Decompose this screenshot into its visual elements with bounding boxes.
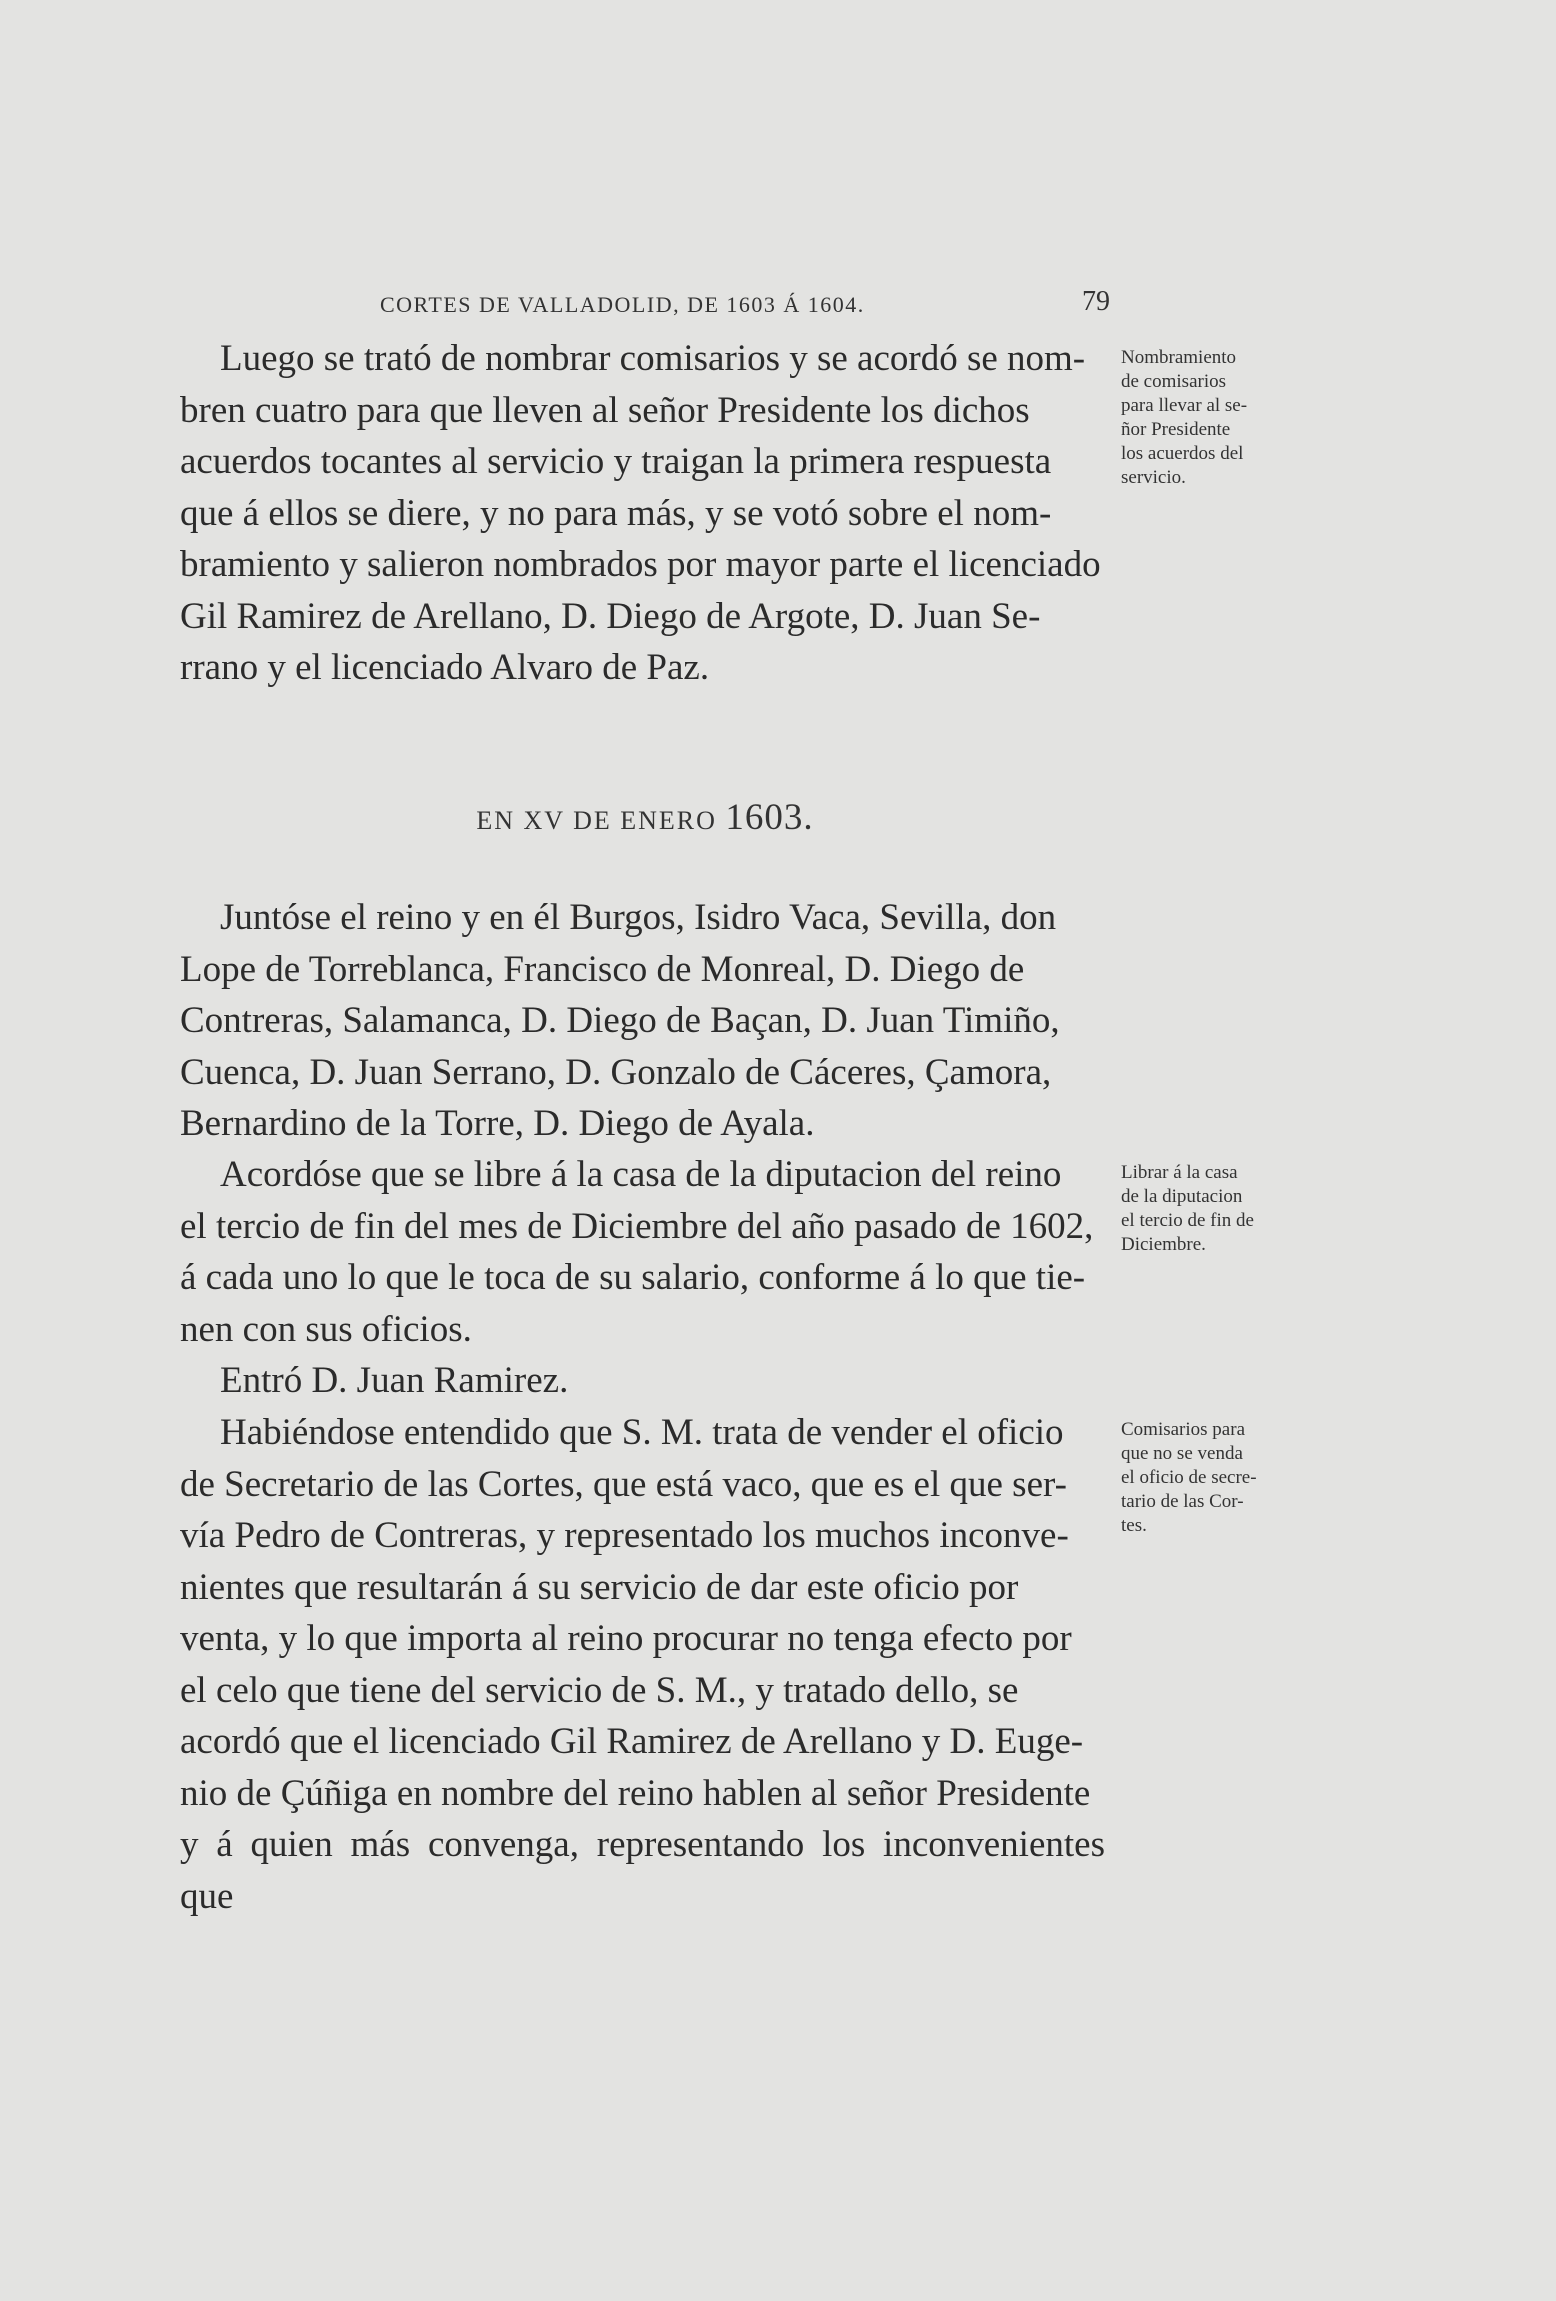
text-line: el celo que tiene del servicio de S. M., y tratado dello, se — [180, 1669, 1019, 1711]
paragraph-asistentes — [180, 892, 1105, 1150]
margin-note-line: Librar á la casa — [1121, 1162, 1238, 1183]
margin-note-line: el oficio de secre- — [1121, 1467, 1257, 1488]
margin-note-line: Comisarios para — [1121, 1419, 1246, 1440]
margin-note-comisarios — [1121, 1418, 1311, 1538]
paragraph-comisarios — [180, 333, 1105, 694]
text-line: Juntóse el reino y en él Burgos, Isidro Vaca, Sevilla, don — [220, 897, 1057, 938]
text-line: nen con sus oficios. — [180, 1308, 472, 1350]
text-line: nio de Çúñiga en nombre del reino hablen al señor Presidente — [180, 1772, 1091, 1814]
section-heading-year: 1603. — [725, 797, 814, 838]
margin-note-line: de comisarios — [1121, 371, 1227, 392]
margin-note-line: tes. — [1121, 1515, 1147, 1536]
text-line: acordó que el licenciado Gil Ramirez de Arellano y D. Euge- — [180, 1721, 1084, 1762]
text-line: á cada uno lo que le toca de su salario, conforme á lo que tie- — [180, 1257, 1086, 1298]
running-header — [180, 284, 1110, 328]
margin-note-line: que no se venda — [1121, 1443, 1243, 1464]
text-line: rrano y el licenciado Alvaro de Paz. — [180, 647, 710, 688]
text-line: el tercio de fin del mes de Diciembre del año pasado de 1602, — [180, 1205, 1094, 1247]
section-heading-prefix: EN XV DE ENERO — [476, 806, 717, 835]
page-number: 79 — [1082, 286, 1110, 317]
text-line: Luego se trató de nombrar comisarios y se acordó se nom- — [220, 338, 1086, 379]
margin-note-line: Nombramiento — [1121, 347, 1237, 368]
margin-note-line: servicio. — [1121, 467, 1186, 488]
text-line: venta, y lo que importa al reino procurar no tenga efecto por — [180, 1618, 1072, 1659]
paragraph-entro — [180, 1355, 1105, 1407]
margin-note-line: de la diputacion — [1121, 1186, 1243, 1207]
text-line: Bernardino de la Torre, D. Diego de Ayala. — [180, 1103, 815, 1144]
text-line: Entró D. Juan Ramirez. — [220, 1360, 569, 1401]
margin-note-line: Diciembre. — [1121, 1234, 1206, 1255]
text-line: Cuenca, D. Juan Serrano, D. Gonzalo de Cáceres, Çamora, — [180, 1051, 1052, 1093]
margin-note-line: ñor Presidente — [1121, 419, 1231, 440]
paragraph-librar — [180, 1149, 1105, 1355]
margin-note-nombramiento — [1121, 346, 1311, 490]
text-line: que á ellos se diere, y no para más, y se votó sobre el nom- — [180, 492, 1052, 534]
text-line: Contreras, Salamanca, D. Diego de Baçan, D. Juan Timiño, — [180, 1000, 1060, 1041]
margin-note-line: tario de las Cor- — [1121, 1491, 1244, 1512]
text-line: Gil Ramirez de Arellano, D. Diego de Argote, D. Juan Se- — [180, 595, 1041, 637]
margin-note-line: el tercio de fin de — [1121, 1210, 1254, 1231]
margin-note-line: los acuerdos del — [1121, 443, 1244, 464]
margin-note-line: para llevar al se- — [1121, 395, 1248, 416]
text-line: bramiento y salieron nombrados por mayor parte el licenciado — [180, 544, 1101, 585]
text-line: vía Pedro de Contreras, y representado los muchos inconve- — [180, 1515, 1069, 1556]
section-heading — [0, 796, 1290, 839]
text-line: de Secretario de las Cortes, que está vaco, que es el que ser- — [180, 1463, 1067, 1505]
text-line: Lope de Torreblanca, Francisco de Monreal, D. Diego de — [180, 948, 1025, 990]
text-line: Acordóse que se libre á la casa de la diputacion del reino — [220, 1154, 1062, 1195]
margin-note-librar — [1121, 1161, 1311, 1257]
text-line: y á quien más convenga, representando los inconvenientes que — [180, 1824, 1105, 1917]
paragraph-secretario — [180, 1407, 1105, 1922]
text-line: acuerdos tocantes al servicio y traigan la primera respuesta — [180, 441, 1052, 482]
text-line: Habiéndose entendido que S. M. trata de vender el oficio — [220, 1412, 1064, 1453]
running-title: CORTES DE VALLADOLID, DE 1603 Á 1604. — [380, 292, 865, 317]
text-line: bren cuatro para que lleven al señor Presidente los dichos — [180, 389, 1030, 431]
text-line: nientes que resultarán á su servicio de dar este oficio por — [180, 1566, 1019, 1608]
